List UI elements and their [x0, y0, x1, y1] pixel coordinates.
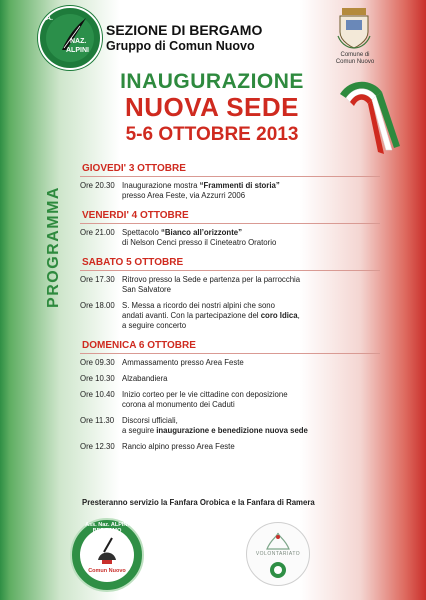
event-text: Spettacolo [122, 228, 162, 237]
event-time: Ore 20.30 [80, 181, 115, 190]
event-desc [122, 416, 380, 436]
event-row [80, 374, 380, 384]
schedule [80, 160, 380, 458]
event-desc [122, 181, 380, 201]
event-desc [122, 390, 380, 410]
event-text-line3: a seguire concerto [122, 321, 187, 330]
event-bold: “Frammenti di storia” [199, 181, 280, 190]
event-desc [122, 228, 380, 248]
event-time: Ore 18.00 [80, 301, 115, 310]
hands-icon [265, 531, 291, 551]
event-row [80, 228, 380, 248]
title-dates: 5-6 OTTOBRE 2013 [125, 124, 299, 145]
day-sabato [80, 254, 380, 331]
alpine-hat-icon [94, 536, 120, 566]
event-row [80, 358, 380, 368]
event-time: Ore 11.30 [80, 416, 115, 425]
volontariato-label: VOLONTARIATO [255, 551, 301, 557]
event-text: Ritrovo presso la Sede e partenza per la parrocchia [122, 275, 301, 284]
logo-text-alpini: ALPINI [66, 47, 89, 54]
event-row [80, 275, 380, 295]
event-time: Ore 12.30 [80, 442, 115, 451]
day-giovedi [80, 160, 380, 201]
event-time: Ore 09.30 [80, 358, 115, 367]
programma-text: PROGRAMMA [45, 186, 62, 308]
ana-logo [38, 6, 102, 70]
event-time: Ore 10.30 [80, 374, 115, 383]
day-domenica [80, 337, 380, 452]
ana-badge-sub: Comun Nuovo [88, 568, 126, 574]
logo-text-a: A. [46, 15, 53, 22]
mini-badge-icon [269, 561, 287, 579]
event-row [80, 416, 380, 436]
tricolor-ribbon-icon [332, 74, 402, 158]
event-desc [122, 275, 380, 295]
event-text-line2: San Salvatore [122, 285, 171, 294]
volontariato-badge [246, 522, 310, 586]
day-venerdi [80, 207, 380, 248]
day-title: GIOVEDI' 3 OTTOBRE [80, 160, 380, 177]
logo-text-naz: NAZ. [70, 38, 87, 45]
event-time: Ore 10.40 [80, 390, 115, 399]
event-desc: Alzabandiera [122, 374, 168, 383]
ana-badge-text: Ass. Naz. ALPINI BERGAMO [85, 522, 129, 534]
event-row [80, 181, 380, 201]
comune-caption-line1: Comune di [340, 52, 370, 58]
event-bold: coro Idica [260, 311, 298, 320]
event-text-post: , [297, 311, 300, 320]
event-text-line2: a seguire [122, 426, 157, 435]
event-desc [122, 301, 380, 331]
event-text: Discorsi ufficiali, [122, 416, 178, 425]
event-time: Ore 17.30 [80, 275, 115, 284]
title-inaugurazione: INAUGURAZIONE [120, 70, 304, 93]
event-text: Inaugurazione mostra [122, 181, 200, 190]
gruppo-title: Gruppo di Comun Nuovo [106, 39, 255, 53]
event-text-line2: corona al monumento dei Caduti [122, 400, 235, 409]
event-text-line2: di Nelson Cenci presso il Cineteatro Oratorio [122, 238, 277, 247]
sezione-title: SEZIONE DI BERGAMO [106, 22, 263, 38]
event-bold: inaugurazione e benedizione nuova sede [156, 426, 308, 435]
event-row [80, 301, 380, 331]
footer-note: Presteranno servizio la Fanfara Orobica e la Fanfara di Ramera [82, 498, 315, 507]
day-title: VENERDI' 4 OTTOBRE [80, 207, 380, 224]
day-title: SABATO 5 OTTOBRE [80, 254, 380, 271]
day-title: DOMENICA 6 OTTOBRE [80, 337, 380, 354]
event-time: Ore 21.00 [80, 228, 115, 237]
comune-crest-icon [336, 6, 372, 50]
event-text-line2: presso Area Feste, via Azzurri 2006 [122, 191, 246, 200]
event-desc: Ammassamento presso Area Feste [122, 358, 244, 367]
comune-caption [326, 52, 384, 66]
ana-bergamo-badge [70, 518, 144, 592]
event-text-line2: andati avanti. Con la partecipazione del [122, 311, 261, 320]
event-row [80, 442, 380, 452]
title-nuova-sede: NUOVA SEDE [124, 92, 300, 122]
event-desc: Rancio alpino presso Area Feste [122, 442, 235, 451]
event-row [80, 390, 380, 410]
programma-vertical-label [40, 172, 68, 330]
event-text: Inizio corteo per le vie cittadine con deposizione [122, 390, 288, 399]
event-text: S. Messa a ricordo dei nostri alpini che sono [122, 301, 275, 310]
comune-caption-line2: Comun Nuovo [335, 59, 375, 65]
event-bold: “Bianco all’orizzonte” [161, 228, 243, 237]
